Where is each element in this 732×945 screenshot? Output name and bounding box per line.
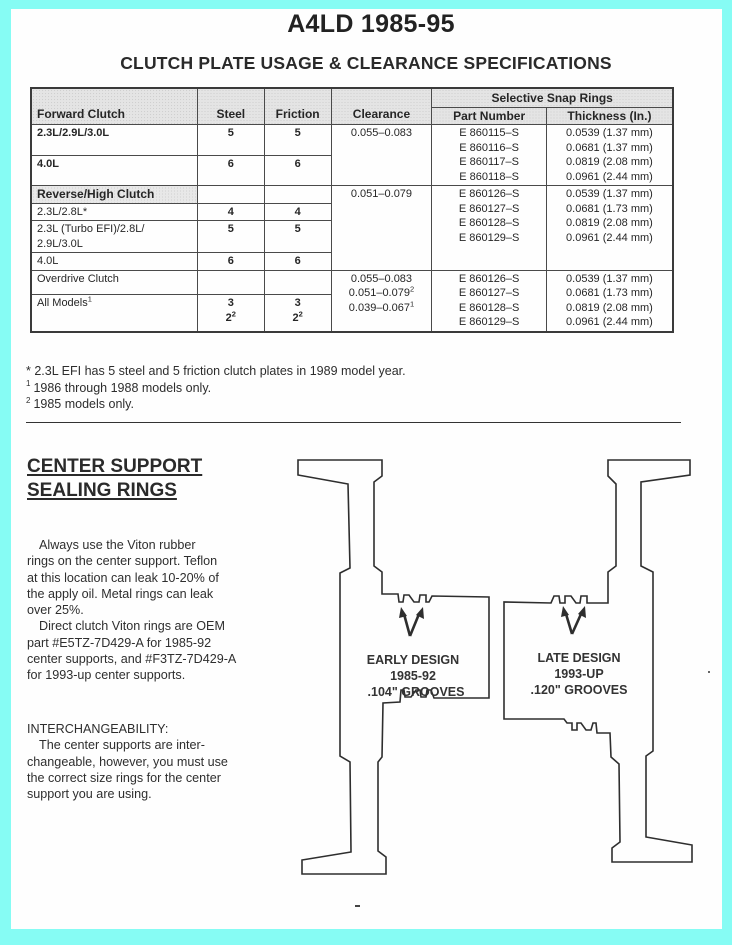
overdrive-heading: Overdrive Clutch [31, 270, 197, 295]
part-number: E 860129–S [458, 316, 520, 328]
page-subtitle: CLUTCH PLATE USAGE & CLEARANCE SPECIFICATIONS [120, 53, 612, 73]
thickness-value: 0.0819 (2.08 mm) [566, 301, 653, 314]
friction-cell: 6 [264, 253, 331, 271]
header-thickness: Thickness (In.) [546, 107, 673, 125]
friction-cell: 6 [264, 155, 331, 186]
steel-cell: 3 $2^2$ [197, 295, 264, 332]
thickness-value: 0.0681 (1.73 mm) [566, 287, 653, 299]
early-arrowheads [399, 607, 424, 619]
thickness-value: 0.0539 (1.37 mm) [566, 188, 653, 200]
model-cell: All Models$^1$ [31, 295, 197, 332]
part-number: E 860117–S [459, 156, 519, 168]
early-design-profile [298, 460, 489, 874]
part-number: E 860116–S [459, 141, 519, 154]
thickness-value: 0.0819 (2.08 mm) [566, 217, 653, 229]
model-cell: 2.3L (Turbo EFI)/2.8L/ 2.9L/3.0L [31, 221, 197, 253]
clearance-value: 0.055–0.083 [350, 272, 413, 285]
early-design-grooves: .104" GROOVES [367, 685, 465, 699]
model-cell: 4.0L [31, 155, 197, 186]
clearance-value: 0.039–0.067$^1$ [348, 298, 415, 314]
scan-speck [355, 905, 360, 907]
clearance-cell: 0.051–0.079 [331, 186, 432, 271]
friction-cell: 5 [264, 221, 331, 253]
thickness-value: 0.0539 (1.37 mm) [566, 127, 653, 139]
header-clutch: Forward Clutch [31, 88, 197, 125]
steel-cell: 5 [197, 221, 264, 253]
reverse-high-heading: Reverse/High Clutch [31, 186, 197, 204]
steel-cell: 4 [197, 203, 264, 221]
late-groove-arrows [566, 614, 581, 634]
part-number: E 860118–S [459, 170, 519, 183]
header-clearance: Clearance [331, 88, 432, 125]
header-steel: Steel [197, 88, 264, 125]
friction-cell: 3 $2^2$ [264, 295, 331, 332]
arrow-up-icon [561, 606, 569, 617]
part-number: E 860115–S [459, 127, 519, 139]
friction-cell: 4 [264, 203, 331, 221]
thickness-value: 0.0961 (2.44 mm) [566, 170, 653, 183]
thickness-value: 0.0819 (2.08 mm) [566, 156, 653, 168]
friction-cell: 5 [264, 125, 331, 156]
late-design-grooves: .120" GROOVES [530, 683, 628, 697]
thickness-value: 0.0539 (1.37 mm) [566, 272, 653, 285]
early-groove-arrows [404, 614, 419, 636]
thickness-value: 0.0961 (2.44 mm) [566, 316, 653, 328]
late-design-label: LATE DESIGN [537, 651, 621, 665]
clearance-cell: 0.055–0.083 [331, 125, 432, 186]
part-number: E 860127–S [458, 287, 520, 299]
header-friction: Friction [264, 88, 331, 125]
part-number: E 860126–S [458, 188, 520, 200]
thickness-value: 0.0681 (1.37 mm) [566, 141, 653, 154]
part-number: E 860127–S [458, 202, 520, 215]
thickness-value: 0.0961 (2.44 mm) [566, 231, 653, 244]
steel-cell: 6 [197, 253, 264, 271]
interchangeability-heading: INTERCHANGEABILITY: [27, 722, 169, 736]
early-design-label: EARLY DESIGN [366, 653, 460, 667]
page-title: A4LD 1985-95 [287, 10, 455, 38]
sealing-rings-paragraph: Always use the Viton rubber rings on the center support. Teflon at this location can leak 10-20% of the apply oil. Metal rings can leak over 25%. Direct clutch Viton rings are OEM part #E5TZ-7D429-A for 1985-92 center supports, and #F3TZ-7D429-A for 1993-up center supports. [27, 538, 237, 683]
steel-cell: 6 [197, 155, 264, 186]
part-number: E 860128–S [458, 217, 520, 229]
section-title: CENTER SUPPORT SEALING RINGS [27, 456, 203, 501]
footnote-2: $^2$ 1985 models only. [26, 395, 134, 411]
late-arrowheads [561, 606, 586, 618]
header-snap-rings: Selective Snap Rings [432, 88, 673, 107]
steel-cell: 5 [197, 125, 264, 156]
model-cell: 2.3L/2.9L/3.0L [31, 125, 197, 156]
header-part-number: Part Number [432, 107, 547, 125]
part-number: E 860128–S [458, 301, 520, 314]
footnote-1: $^1$ 1986 through 1988 models only. [26, 379, 212, 395]
late-design-years: 1993-UP [554, 667, 604, 681]
footnote-star: * 2.3L EFI has 5 steel and 5 friction clutch plates in 1989 model year. [26, 364, 406, 378]
interchangeability-paragraph: INTERCHANGEABILITY: The center supports are inter- changeable, however, you must use the correct size rings for the center support you are using. [27, 721, 277, 802]
part-number: E 860129–S [458, 231, 520, 244]
scan-speck [708, 671, 710, 673]
part-number: E 860126–S [458, 272, 520, 285]
model-cell: 4.0L [31, 253, 197, 271]
model-cell: 2.3L/2.8L* [31, 203, 197, 221]
clearance-value: 0.051–0.079$^2$ [348, 284, 415, 299]
early-design-years: 1985-92 [390, 669, 436, 683]
thickness-value: 0.0681 (1.73 mm) [566, 202, 653, 215]
